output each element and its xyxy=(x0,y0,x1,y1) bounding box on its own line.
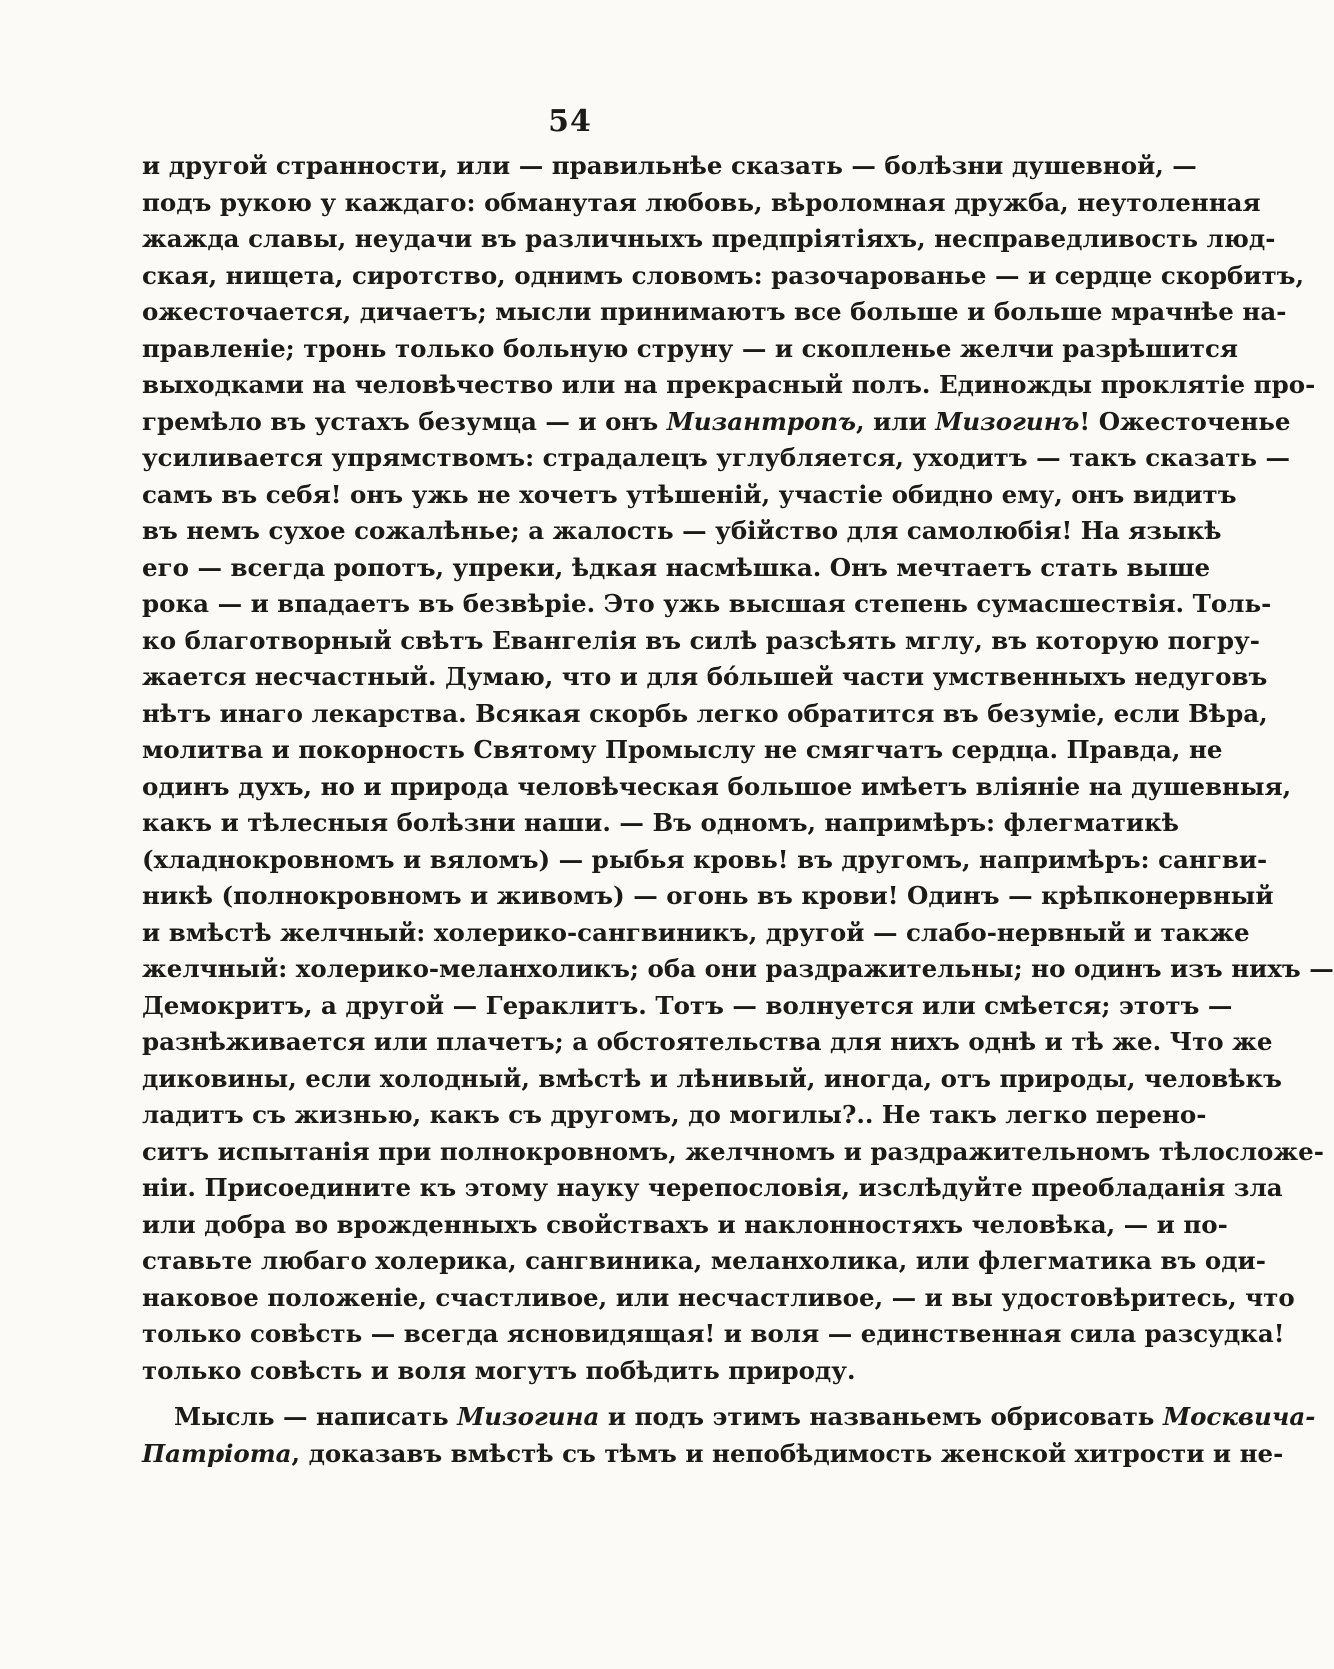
text-line: ожесточается, дичаетъ; мысли принимаютъ все больше и больше мрачнѣе на- xyxy=(142,297,1287,326)
italic-text: Мизогинъ xyxy=(935,406,1080,436)
text-line: ская, нищета, сиротство, однимъ словомъ: разочарованье — и сердце скорбитъ, xyxy=(142,260,1305,290)
text-line: наковое положеніе, счастливое, или несчастливое, — и вы удостовѣритесь, что xyxy=(142,1282,1295,1312)
text-line: ніи. Присоедините къ этому науку черепословія, изслѣдуйте преобладанія зла xyxy=(142,1173,1283,1202)
text-line: никѣ (полнокровномъ и живомъ) — огонь въ крови! Одинъ — крѣпконервный xyxy=(142,881,1274,910)
text-line: или добра во врожденныхъ свойствахъ и наклонностяхъ человѣка, — и по- xyxy=(142,1209,1228,1239)
text-line: въ немъ сухое сожалѣнье; а жалость — убійство для самолюбія! На языкѣ xyxy=(142,516,1222,545)
text-line: (хладнокровномъ и вяломъ) — рыбья кровь! въ другомъ, напримѣръ: сангви- xyxy=(142,844,1268,874)
text-line: диковины, если холодный, вмѣстѣ и лѣнивый, иногда, отъ природы, человѣкъ xyxy=(142,1063,1282,1093)
text-line: ко благотворный свѣтъ Евангелія въ силѣ разсѣять мглу, въ которую погру- xyxy=(142,625,1260,655)
text-line: ситъ испытанія при полнокровномъ, желчномъ и раздражительномъ тѣлосложе- xyxy=(142,1136,1324,1166)
text-line: желчный: холерико-меланхоликъ; оба они раздражительны; но одинъ изъ нихъ — xyxy=(142,954,1334,983)
italic-text: Мизогина xyxy=(457,1402,600,1431)
text-line: какъ и тѣлесныя болѣзни наши. — Въ одномъ, напримѣръ: флегматикѣ xyxy=(142,808,1180,837)
text-line: усиливается упрямствомъ: страдалецъ углубляется, уходитъ — такъ сказать — xyxy=(142,443,1291,472)
text-line: Демокритъ, а другой — Гераклитъ. Тотъ — волнуется или смѣется; этотъ — xyxy=(142,990,1233,1020)
text-line: ладитъ съ жизнью, какъ съ другомъ, до могилы?.. Не такъ легко перено- xyxy=(142,1100,1207,1129)
italic-text: Патріота xyxy=(142,1438,292,1468)
paragraph xyxy=(142,148,1334,1389)
italic-text: Мизантропъ xyxy=(666,406,857,436)
text-line: выходками на человѣчество или на прекрасный полъ. Единожды проклятіе про- xyxy=(142,370,1316,399)
text-line: самъ въ себя! онъ ужь не хочетъ утѣшеній, участіе обидно ему, онъ видитъ xyxy=(142,479,1237,509)
text-line: нѣтъ инаго лекарства. Всякая скорбь легко обратится въ безуміе, если Вѣра, xyxy=(142,698,1268,728)
paragraph-gap xyxy=(142,1389,1070,1399)
text-line: одинъ духъ, но и природа человѣческая большое имѣетъ вліяніе на душевныя, xyxy=(142,771,1292,801)
text-line: его — всегда ропотъ, упреки, ѣдкая насмѣшка. Онъ мечтаетъ стать выше xyxy=(142,552,1211,582)
text-line: жается несчастный. Думаю, что и для бо́льшей части умственныхъ недуговъ xyxy=(142,662,1268,691)
text-line: и другой странности, или — правильнѣе сказать — болѣзни душевной, — xyxy=(142,151,1197,180)
text-line: ставьте любаго холерика, сангвиника, меланхолика, или флегматика въ оди- xyxy=(142,1246,1266,1275)
text-line: только совѣсть и воля могутъ побѣдить природу. xyxy=(142,1355,856,1385)
text-line: правленіе; тронь только больную струну — и скопленье желчи разрѣшится xyxy=(142,333,1238,363)
text-line: подъ рукою у каждаго: обманутая любовь, вѣроломная дружба, неутоленная xyxy=(142,187,1261,217)
paragraph xyxy=(142,1399,1316,1472)
text-line: рока — и впадаетъ въ безвѣріе. Это ужь высшая степень сумасшествія. Толь- xyxy=(142,589,1272,618)
text-line: и вмѣстѣ желчный: холерико-сангвиникъ, другой — слабо-нервный и также xyxy=(142,917,1250,947)
text-line: только совѣсть — всегда ясновидящая! и воля — единственная сила разсудка! xyxy=(142,1319,1285,1348)
text-line: Мысль — написать Мизогина и подъ этимъ названьемъ обрисовать Москвича- xyxy=(174,1402,1316,1431)
body-text xyxy=(142,148,1334,1472)
page-number: 54 xyxy=(548,104,592,139)
text-line: разнѣживается или плачетъ; а обстоятельства для нихъ однѣ и тѣ же. Что же xyxy=(142,1027,1273,1056)
text-line: жажда славы, неудачи въ различныхъ предпріятіяхъ, несправедливость люд- xyxy=(142,224,1276,253)
text-line: молитва и покорность Святому Промыслу не смягчатъ сердца. Правда, не xyxy=(142,735,1223,764)
text-line: Патріота, доказавъ вмѣстѣ съ тѣмъ и непобѣдимость женской хитрости и не- xyxy=(142,1438,1284,1468)
italic-text: Москвича- xyxy=(1162,1402,1316,1431)
text-line: гремѣло въ устахъ безумца — и онъ Мизантропъ, или Мизогинъ! Ожесточенье xyxy=(142,406,1291,436)
